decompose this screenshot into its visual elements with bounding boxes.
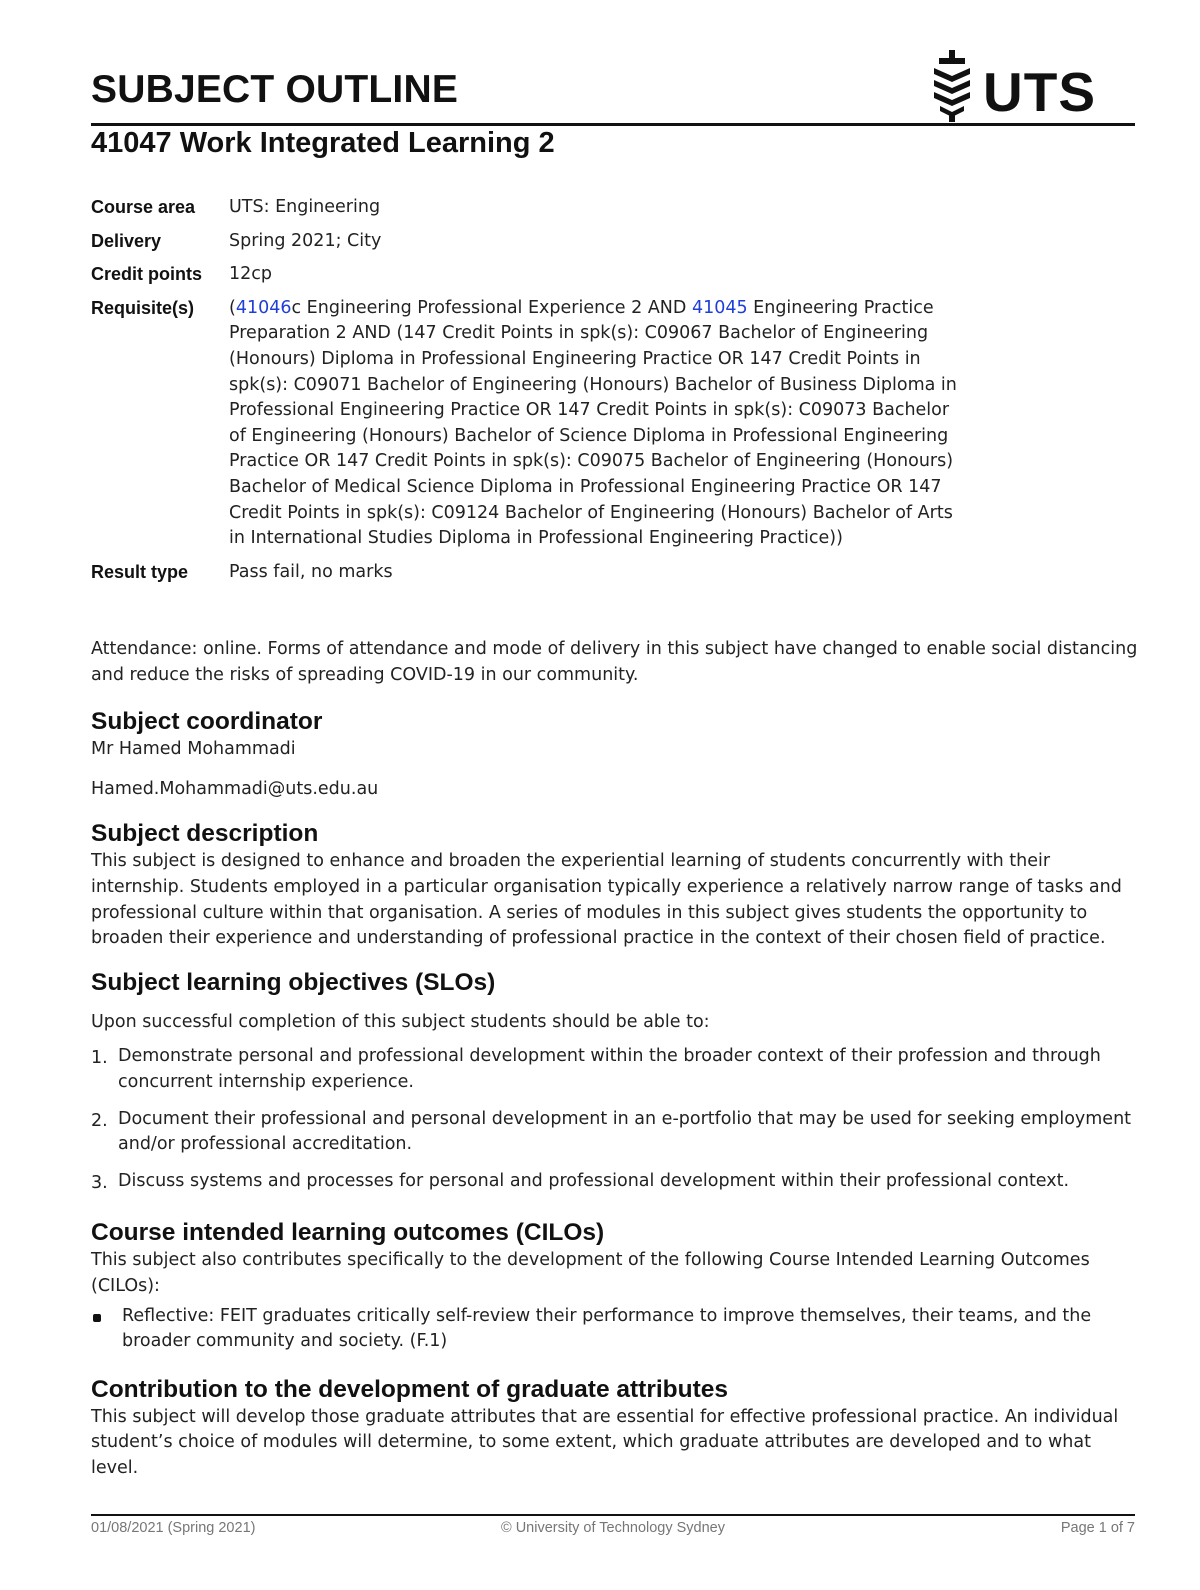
- list-item: [91, 1107, 1141, 1158]
- result-type-value: Pass fail, no marks: [229, 561, 393, 582]
- footer-page-number: Page 1 of 7: [1060, 1520, 1135, 1536]
- requisite-link-41046[interactable]: 41046: [235, 297, 292, 318]
- list-item-text: Discuss systems and processes for personal and professional development within their professional context.: [118, 1170, 1070, 1191]
- credit-points-row: [91, 262, 961, 288]
- list-item-text: Reflective: FEIT graduates critically self-review their performance to improve themselves, their teams, and the broader community and society. (F.1): [122, 1305, 1092, 1352]
- attendance-note: Attendance: online. Forms of attendance and mode of delivery in this subject have changed to enable social distancing and reduce the risks of spreading COVID-19 in our community.: [91, 639, 1138, 685]
- course-area-value: UTS: Engineering: [229, 197, 381, 217]
- coordinator-email: Hamed.Mohammadi@uts.edu.au: [91, 778, 379, 799]
- footer-copyright: © University of Technology Sydney: [501, 1520, 725, 1536]
- cilos-intro: This subject also contributes specifically to the development of the following Course Intended Learning Outcomes (CILOs):: [91, 1250, 1090, 1296]
- subject-title: 41047 Work Integrated Learning 2: [91, 127, 555, 159]
- document-title: SUBJECT OUTLINE: [91, 68, 459, 111]
- list-item: [91, 1044, 1141, 1095]
- requisites-text-1: c Engineering Professional Experience 2 AND: [291, 297, 692, 318]
- list-item: [91, 1304, 1141, 1355]
- credit-points-label: Credit points: [91, 264, 202, 285]
- graduate-attributes-heading: Contribution to the development of graduate attributes: [91, 1375, 728, 1403]
- requisites-label: Requisite(s): [91, 297, 195, 318]
- course-area-label: Course area: [91, 197, 196, 217]
- list-item-number: 3.: [91, 1172, 108, 1193]
- list-item: [91, 1169, 1141, 1197]
- list-item-text: Demonstrate personal and professional development within the broader context of their profession and through concurrent internship experience.: [118, 1046, 1101, 1092]
- description-heading: Subject description: [91, 820, 319, 848]
- graduate-attributes-text: This subject will develop those graduate attributes that are essential for effective professional practice. An individual student’s choice of modules will determine, to some extent, which graduate attributes are developed and to what level.: [91, 1406, 1119, 1478]
- list-item-number: 1.: [91, 1048, 108, 1069]
- header-rule: [91, 123, 1135, 126]
- coordinator-heading: Subject coordinator: [91, 708, 323, 736]
- list-item-text: Document their professional and personal development in an e-portfolio that may be used for seeking employment and/or professional accreditation.: [118, 1108, 1132, 1155]
- credit-points-value: 12cp: [229, 264, 272, 285]
- list-item-number: 2.: [91, 1110, 108, 1131]
- subject-details: [91, 195, 961, 593]
- requisites-text-2: Engineering Practice Preparation 2 AND (147 Credit Points in spk(s): C09067 Bachelor of Engineering (Honours) Diploma in Professional Engineering Practice OR 147 Credit Points in spk(s): C09071 Bachelor of Engineering (Honours) Bachelor of Business Diploma in Professional Engineering Practice OR 147 Credit Points in spk(s): C09073 Bachelor of Engineering (Honours) Bachelor of Science Diploma in Professional Engineering Practice OR 147 Credit Points in spk(s): C09075 Bachelor of Engineering (Honours) Bachelor of Medical Science Diploma in Professional Engineering Practice OR 147 Credit Points in spk(s): C09124 Bachelor of Engineering (Honours) Bachelor of Arts in International Studies Diploma in Professional Engineering Practice)): [229, 297, 957, 549]
- coordinator-name: Mr Hamed Mohammadi: [91, 739, 296, 760]
- delivery-row: [91, 229, 961, 255]
- slos-intro: Upon successful completion of this subject students should be able to:: [91, 1011, 710, 1032]
- bullet-icon: [91, 1304, 122, 1355]
- page-footer: [91, 1520, 1135, 1540]
- description-text: This subject is designed to enhance and broaden the experiential learning of students concurrently with their internship. Students employed in a particular organisation typically experience a relatively narrow range of tasks and professional culture within that organisation. A series of modules in this subject gives students the opportunity to broaden their experience and understanding of professional practice in the context of their chosen field of practice.: [91, 851, 1122, 949]
- cilos-list: [91, 1304, 1141, 1355]
- slos-heading: Subject learning objectives (SLOs): [91, 968, 496, 996]
- delivery-label: Delivery: [91, 230, 162, 251]
- requisites-row: [91, 296, 961, 552]
- delivery-value: Spring 2021; City: [229, 230, 382, 251]
- footer-rule: [91, 1514, 1135, 1516]
- main-content: [91, 637, 1141, 1481]
- requisites-open-paren: (: [229, 297, 236, 318]
- course-area-row: [91, 195, 961, 221]
- requisite-link-41045[interactable]: 41045: [691, 297, 748, 318]
- slos-list: [91, 1044, 1141, 1196]
- cilos-heading: Course intended learning outcomes (CILOs): [91, 1219, 605, 1247]
- result-type-row: [91, 560, 961, 586]
- footer-date: 01/08/2021 (Spring 2021): [91, 1520, 256, 1536]
- uts-logo-text: UTS: [983, 61, 1096, 123]
- requisites-value: [229, 296, 957, 552]
- result-type-label: Result type: [91, 561, 189, 582]
